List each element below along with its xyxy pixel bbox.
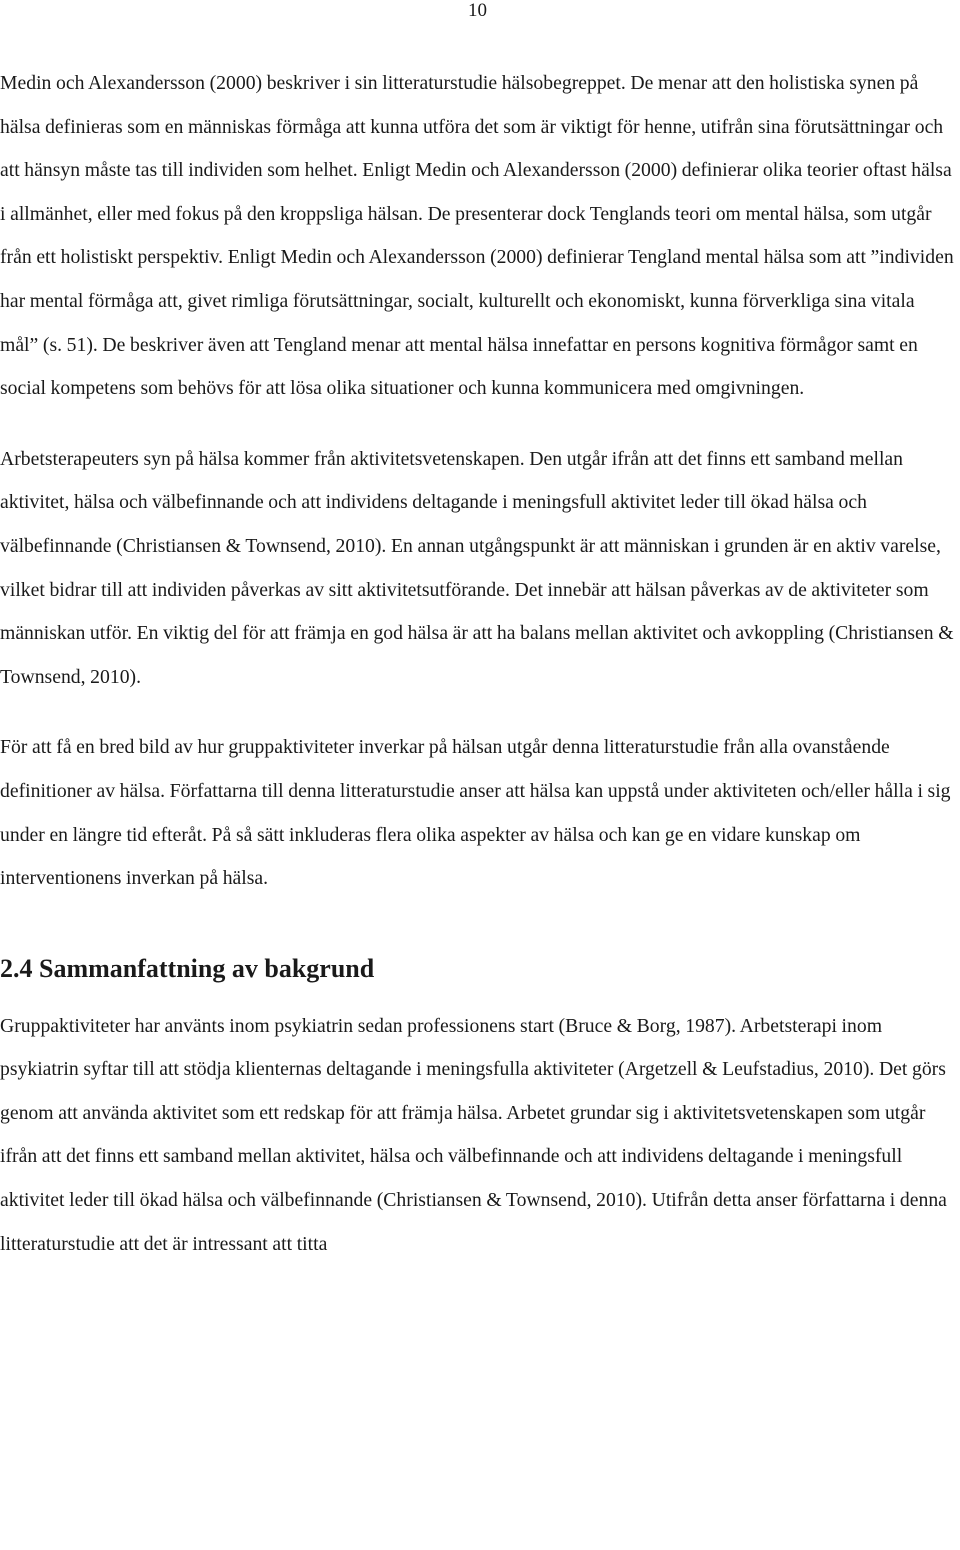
paragraph-occupational-therapy-view: Arbetsterapeuters syn på hälsa kommer från aktivitetsvetenskapen. Den utgår ifrån att det finns ett samband mellan aktivitet, hälsa och välbefinnande och att individens deltagande i meningsfull aktivitet leder till ökad hälsa och välbefinnande (Christiansen & Townsend, 2010). En annan utgångspunkt är att människan i grunden är en aktiv varelse, vilket bidrar till att individen påverkas av sitt aktivitetsutförande. Det innebär att hälsan påverkas av de aktiviteter som människan utför. En viktig del för att främja en god hälsa är att ha balans mellan aktivitet och avkoppling (Christiansen & Townsend, 2010).: [0, 447, 954, 688]
document-body: [0, 62, 957, 1293]
page-number: 10: [468, 0, 487, 21]
paragraph-health-definitions: Medin och Alexandersson (2000) beskriver i sin litteraturstudie hälsobegreppet. De menar att den holistiska synen på hälsa definieras som en människas förmåga att kunna utföra det som är viktigt för henne, utifrån sina förutsättningar och att hänsyn måste tas till individen som helhet. Enligt Medin och Alexandersson (2000) definierar olika teorier oftast hälsa i allmänhet, eller med fokus på den kroppsliga hälsan. De presenterar dock Tenglands teori om mental hälsa, som utgår från ett holistiskt perspektiv. Enligt Medin och Alexandersson (2000) definierar Tengland mental hälsa som att ”individen har mental förmåga att, givet rimliga förutsättningar, socialt, kulturellt och ekonomiskt, kunna förverkliga sina vitala mål” (s. 51). De beskriver även att Tengland menar att mental hälsa innefattar en persons kognitiva förmågor samt en social kompetens som behövs för att lösa olika situationer och kunna kommunicera med omgivningen.: [0, 72, 954, 400]
paragraph-background-summary: Gruppaktiviteter har använts inom psykiatrin sedan professionens start (Bruce & Borg, 1987). Arbetsterapi inom psykiatrin syftar till att stödja klienternas deltagande i meningsfulla aktiviteter (Argetzell & Leufstadius, 2010). Det görs genom att använda aktivitet som ett redskap för att främja hälsa. Arbetet grundar sig i aktivitetsvetenskapen som utgår ifrån att det finns ett samband mellan aktivitet, hälsa och välbefinnande och att individens deltagande i meningsfull aktivitet leder till ökad hälsa och välbefinnande (Christiansen & Townsend, 2010). Utifrån detta anser författarna i denna litteraturstudie att det är intressant att titta: [0, 1014, 947, 1255]
paragraph-study-scope: För att få en bred bild av hur gruppaktiviteter inverkar på hälsan utgår denna litteraturstudie från alla ovanstående definitioner av hälsa. Författarna till denna litteraturstudie anser att hälsa kan uppstå under aktiviteten och/eller hålla i sig under en längre tid efteråt. På så sätt inkluderas flera olika aspekter av hälsa och kan ge en vidare kunskap om interventionens inverkan på hälsa.: [0, 736, 951, 890]
section-heading: 2.4 Sammanfattning av bakgrund: [0, 953, 375, 983]
